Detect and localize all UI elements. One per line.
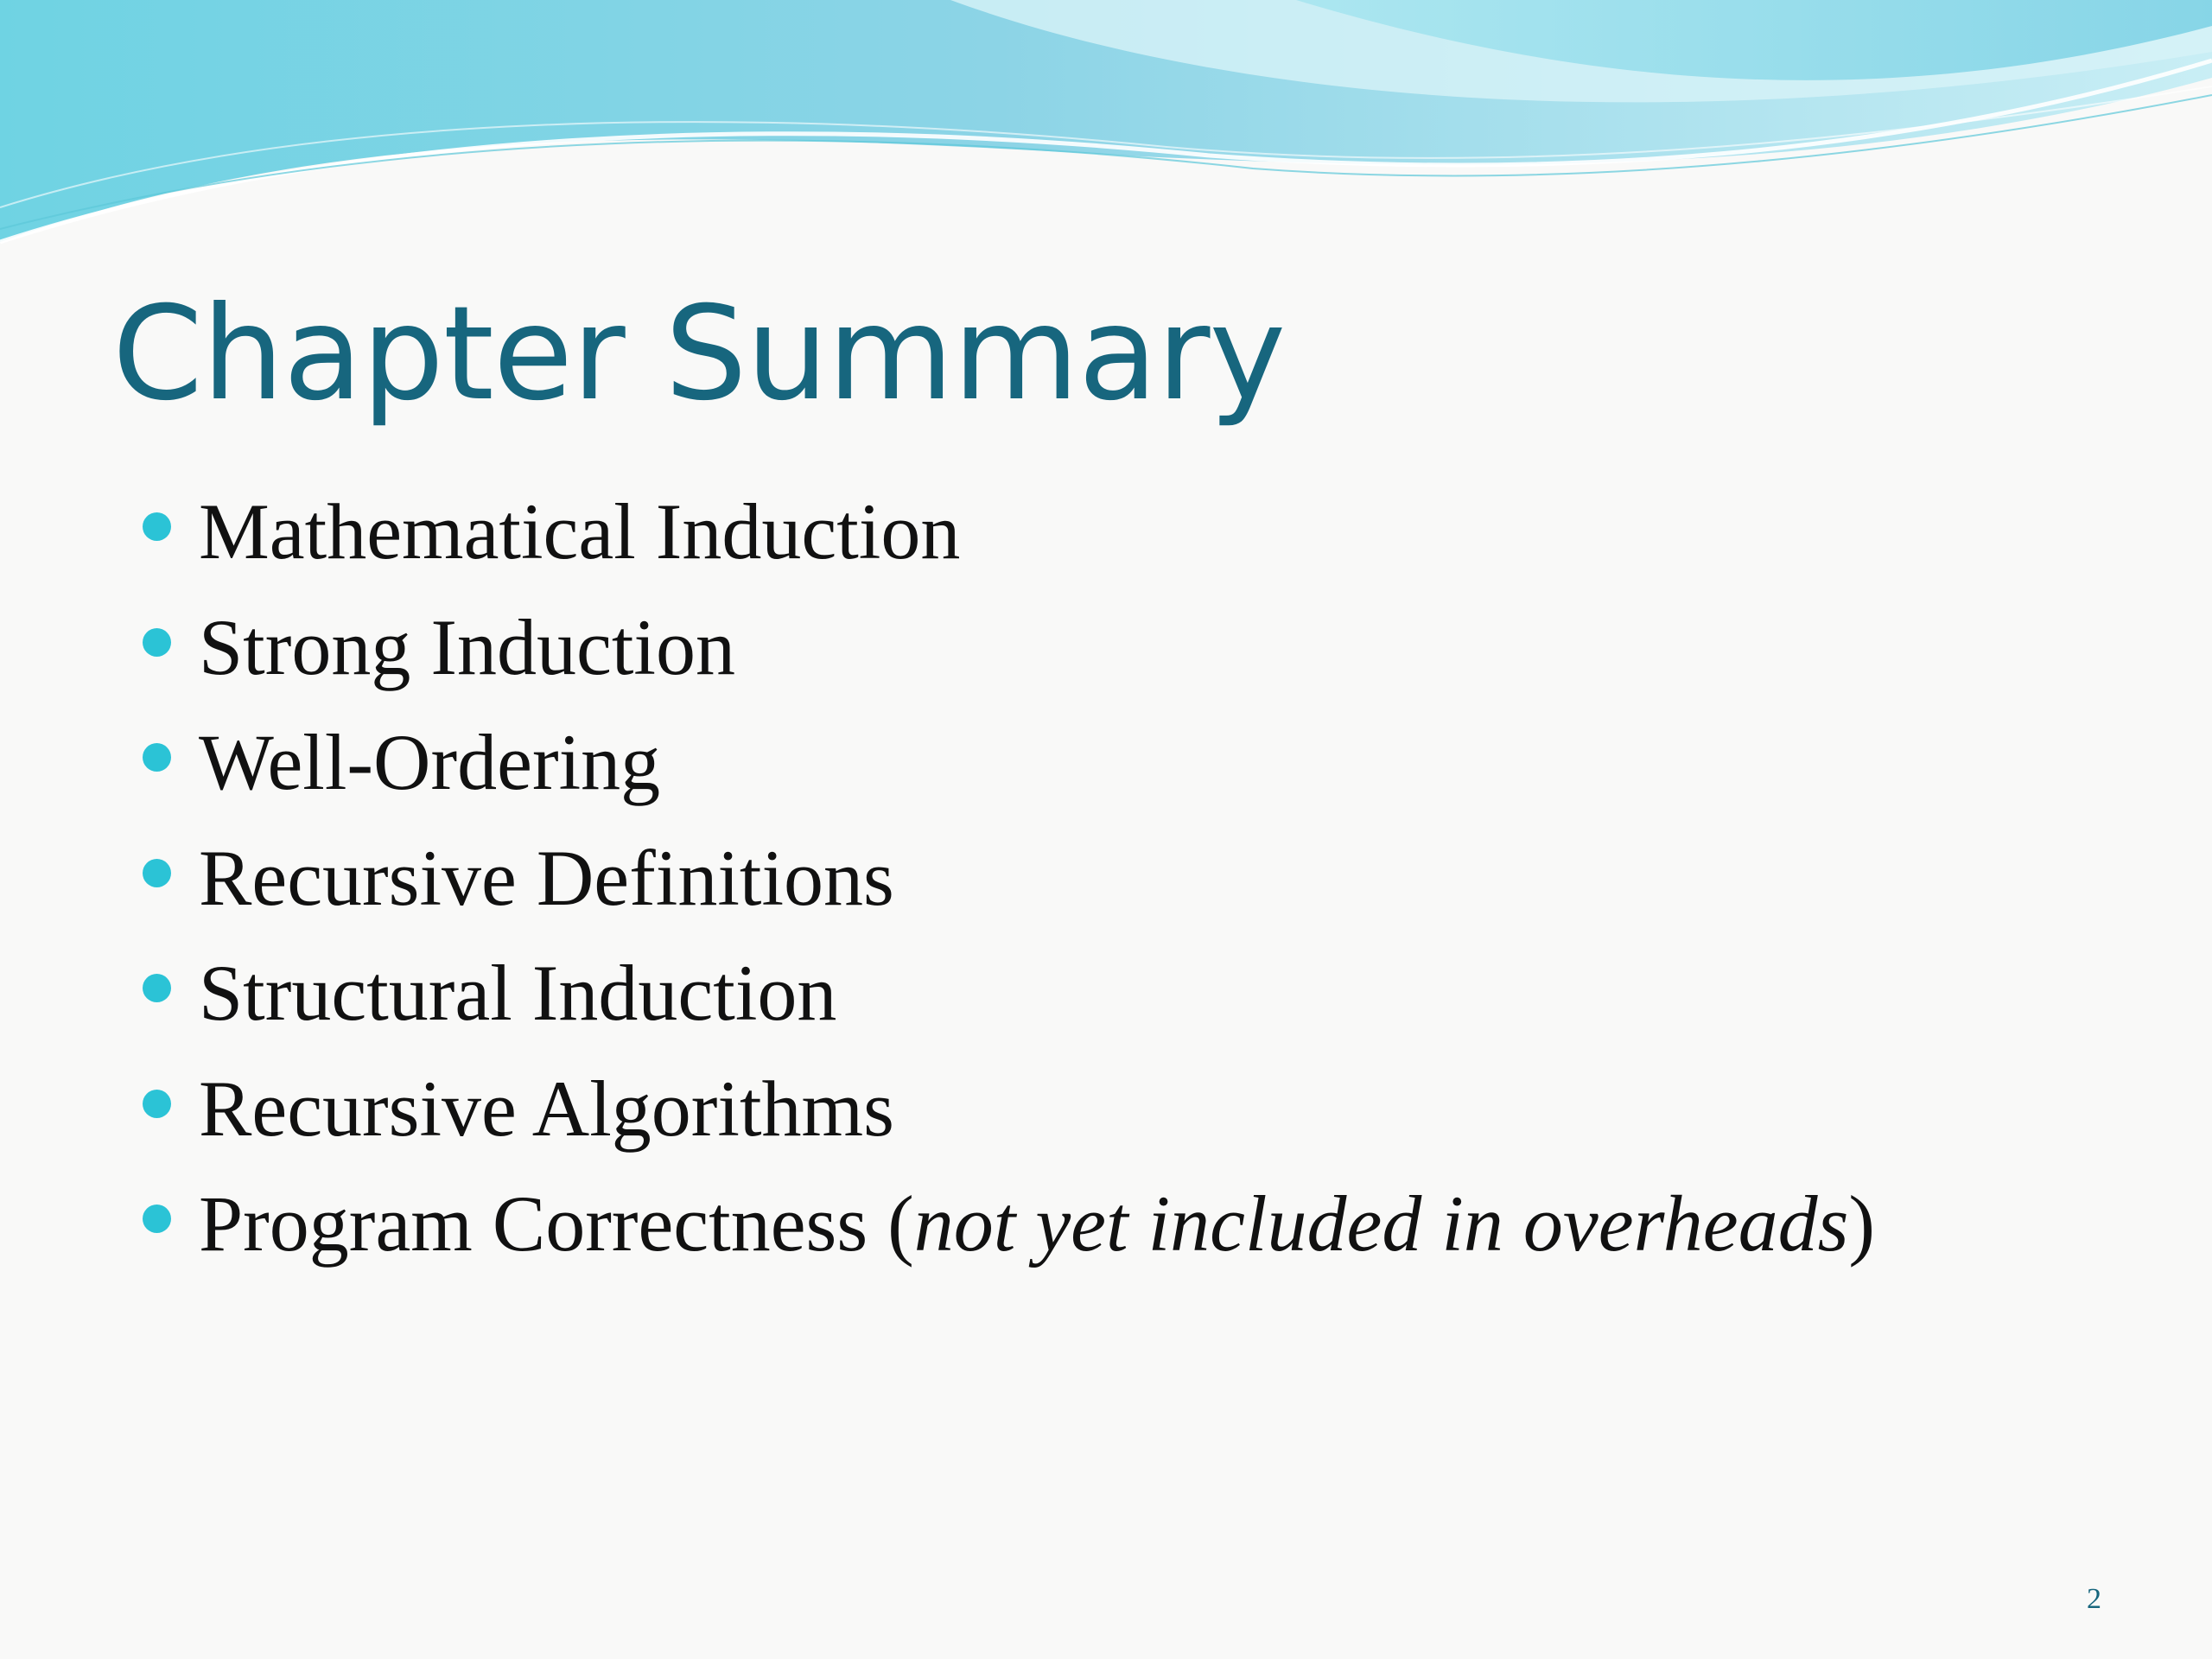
slide-title: Chapter Summary bbox=[112, 279, 1286, 429]
bullet-dot-icon bbox=[143, 743, 171, 772]
bullet-text: Structural Induction bbox=[199, 949, 837, 1037]
bullet-dot-icon bbox=[143, 1205, 171, 1233]
bullet-text: Well-Ordering bbox=[199, 718, 661, 806]
bullet-text: Program Correctness ( bbox=[199, 1179, 914, 1268]
bullet-item bbox=[143, 1057, 1875, 1173]
bullet-item bbox=[143, 595, 1875, 711]
page-number: 2 bbox=[2087, 1583, 2101, 1615]
bullet-text: Strong Induction bbox=[199, 602, 735, 691]
header-wave-decoration bbox=[0, 0, 2212, 259]
bullet-dot-icon bbox=[143, 974, 171, 1002]
bullet-item bbox=[143, 941, 1875, 1057]
bullet-dot-icon bbox=[143, 512, 171, 541]
bullet-italic-note: not yet included in overheads bbox=[913, 1179, 1849, 1268]
bullet-text: Recursive Definitions bbox=[199, 833, 894, 922]
bullet-item bbox=[143, 1172, 1875, 1287]
bullet-list bbox=[143, 480, 1875, 1287]
bullet-text-closing: ) bbox=[1848, 1179, 1876, 1268]
bullet-dot-icon bbox=[143, 859, 171, 887]
bullet-item bbox=[143, 710, 1875, 826]
bullet-text: Recursive Algorithms bbox=[199, 1064, 894, 1153]
bullet-dot-icon bbox=[143, 628, 171, 657]
bullet-dot-icon bbox=[143, 1090, 171, 1118]
bullet-item bbox=[143, 826, 1875, 942]
bullet-item bbox=[143, 480, 1875, 595]
bullet-text: Mathematical Induction bbox=[199, 487, 961, 575]
